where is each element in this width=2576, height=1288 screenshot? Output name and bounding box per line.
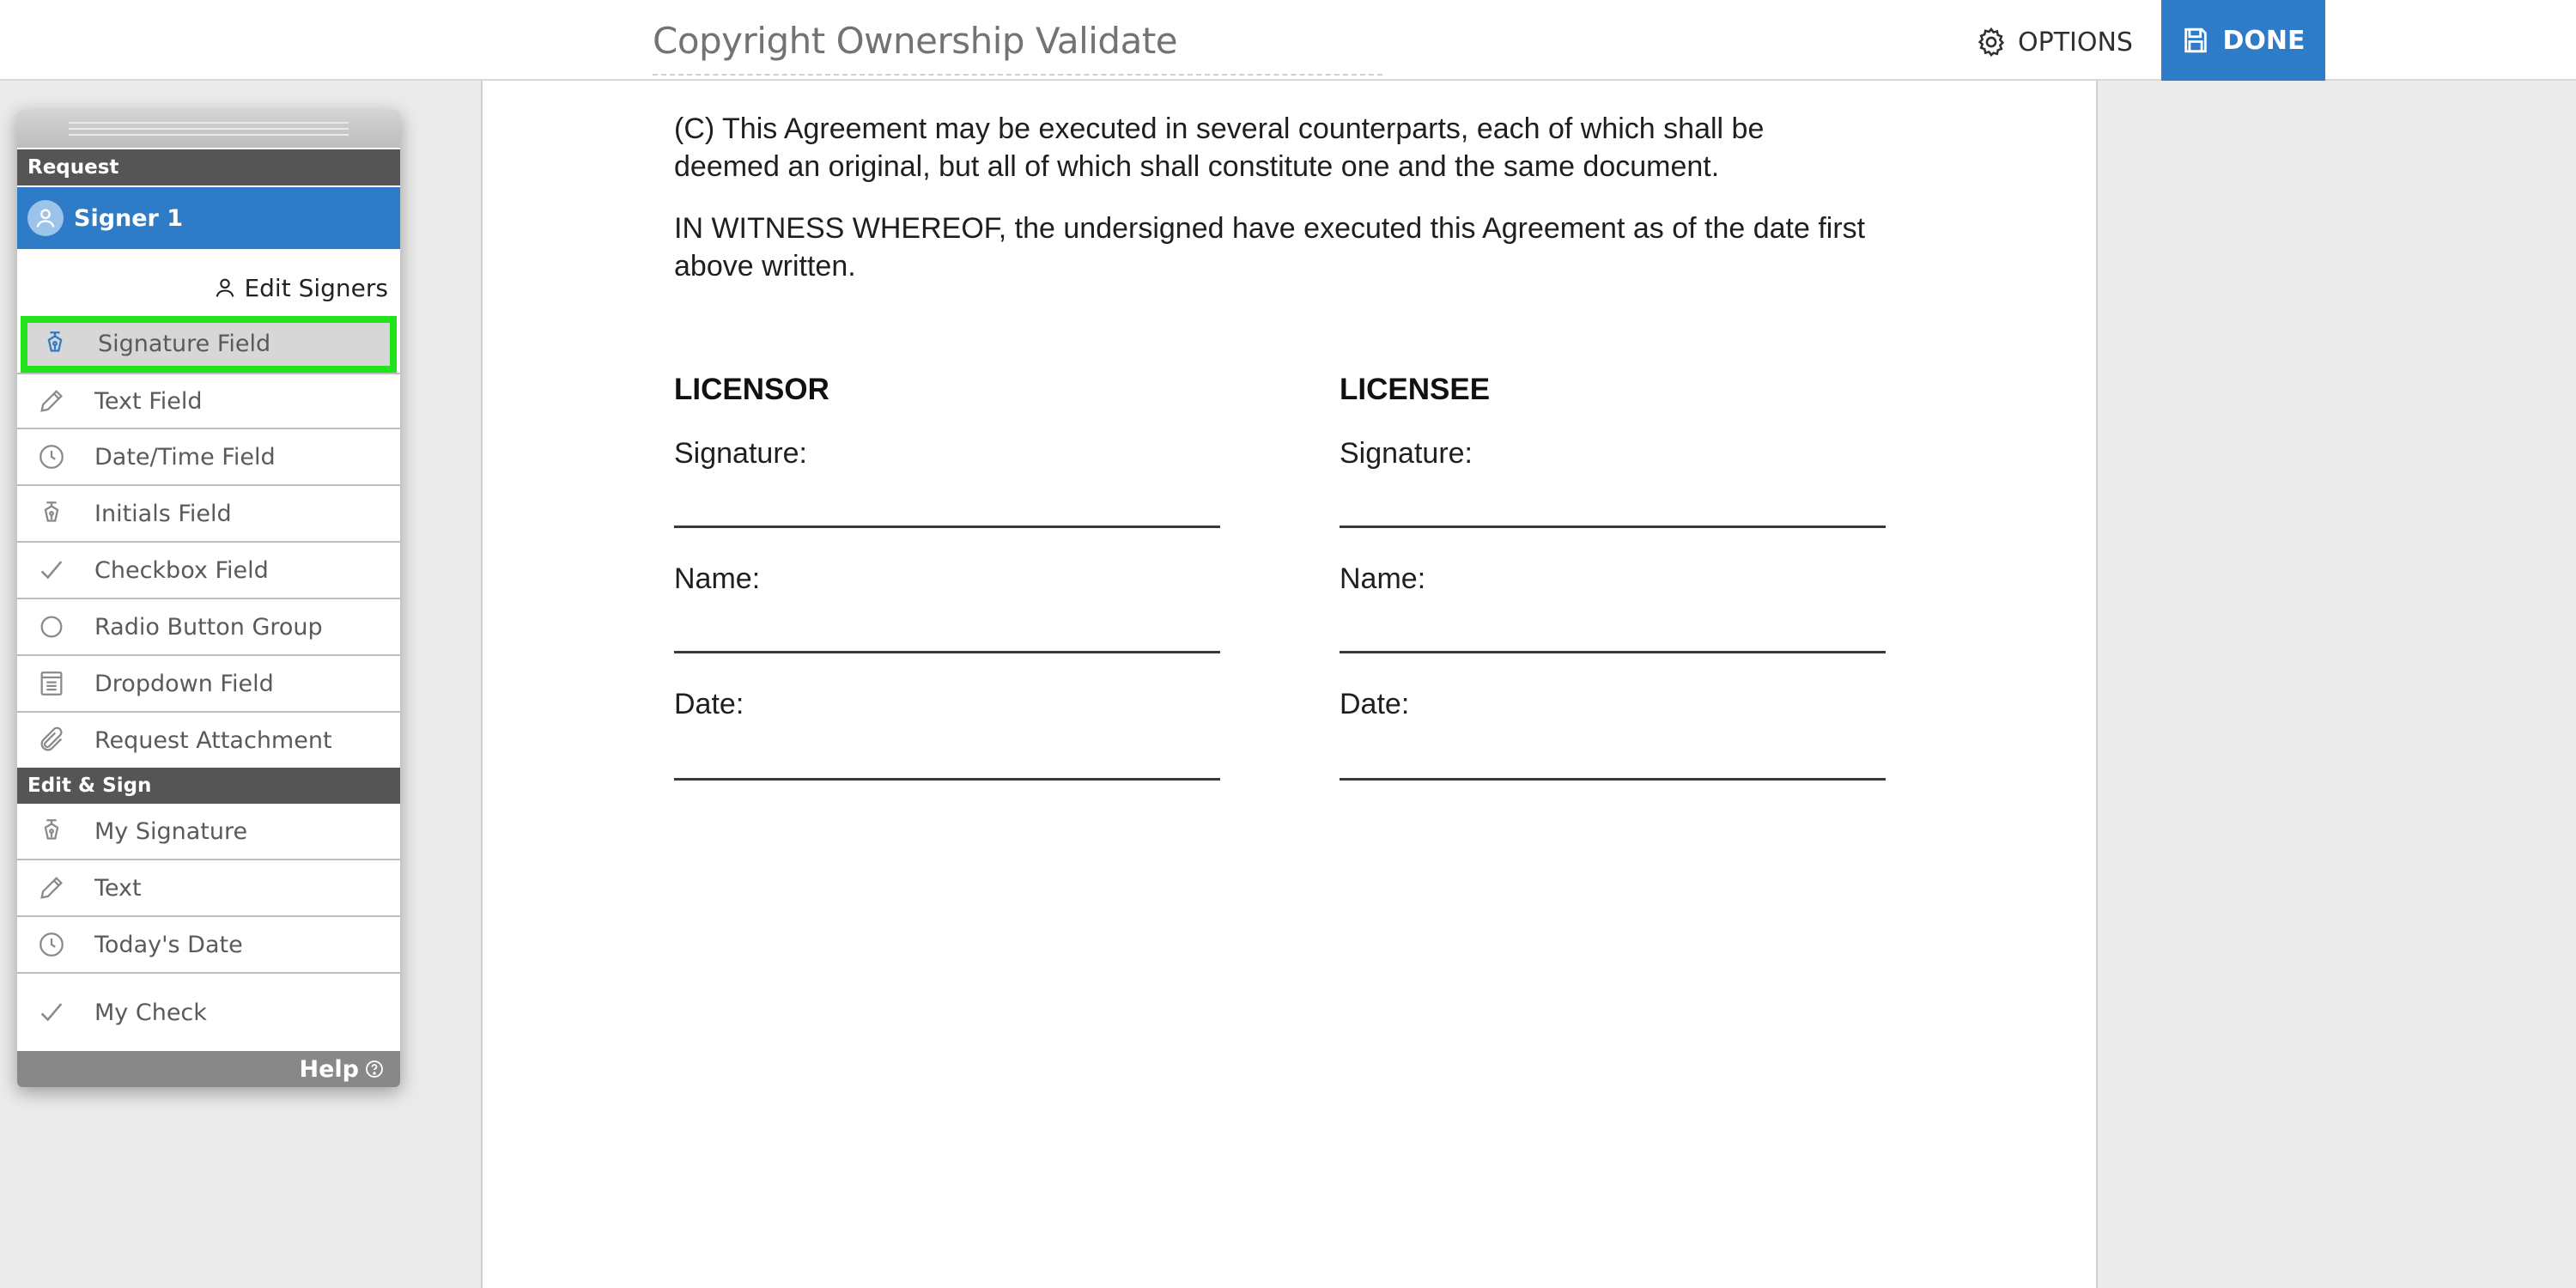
licensee-signature-block	[1340, 371, 1889, 886]
tool-label: Checkbox Field	[94, 556, 269, 584]
tool-label: Dropdown Field	[94, 670, 274, 697]
help-button[interactable]	[17, 1051, 400, 1087]
tool-label: Radio Button Group	[94, 613, 323, 641]
dropdown-list-icon	[36, 668, 67, 699]
tool-my-signature[interactable]	[17, 804, 400, 860]
tool-dropdown-field[interactable]	[17, 656, 400, 713]
help-label: Help	[299, 1055, 359, 1083]
paperclip-icon	[36, 725, 67, 756]
top-bar	[0, 0, 2576, 81]
save-icon	[2181, 26, 2210, 55]
document-page	[481, 81, 2098, 1288]
licensor-signature-line	[674, 526, 1220, 528]
signer-selector[interactable]	[17, 187, 400, 249]
grip-line	[69, 134, 349, 136]
grip-line	[69, 122, 349, 124]
person-icon	[213, 276, 237, 300]
tool-signature-field[interactable]	[21, 316, 397, 373]
tool-todays-date[interactable]	[17, 917, 400, 974]
tool-radio-button-group[interactable]	[17, 599, 400, 656]
tool-datetime-field[interactable]	[17, 429, 400, 486]
clock-icon	[36, 441, 67, 472]
options-label: OPTIONS	[2018, 27, 2133, 58]
tool-label: Today's Date	[94, 931, 243, 958]
tool-label: My Check	[94, 999, 207, 1026]
edit-signers-button[interactable]	[213, 266, 388, 309]
tool-label: Signature Field	[98, 330, 271, 357]
tool-label: My Signature	[94, 817, 248, 845]
licensee-name-label: Name:	[1340, 562, 1426, 595]
tool-text-field[interactable]	[17, 373, 400, 429]
tool-checkbox-field[interactable]	[17, 543, 400, 599]
tool-label: Text Field	[94, 387, 203, 415]
licensor-name-line	[674, 651, 1220, 653]
done-button[interactable]	[2161, 0, 2325, 81]
licensee-heading: LICENSEE	[1340, 373, 1491, 406]
licensee-signature-label: Signature:	[1340, 437, 1473, 470]
tool-request-attachment[interactable]	[17, 713, 400, 769]
clock-icon	[36, 929, 67, 960]
licensor-date-line	[674, 778, 1220, 781]
pencil-icon	[36, 386, 67, 416]
tool-label: Initials Field	[94, 500, 232, 527]
licensee-date-label: Date:	[1340, 688, 1410, 720]
tool-my-check[interactable]	[17, 974, 400, 1051]
gear-icon	[1975, 26, 2008, 58]
edit-signers-label: Edit Signers	[244, 273, 388, 302]
options-button[interactable]	[1975, 19, 2147, 65]
document-title[interactable]: Copyright Ownership Validate	[653, 15, 1382, 76]
user-avatar-icon	[27, 200, 64, 236]
request-section-header: Request	[17, 149, 400, 185]
grip-line	[69, 128, 349, 130]
tool-label: Date/Time Field	[94, 443, 276, 471]
licensee-signature-line	[1340, 526, 1886, 528]
licensor-signature-label: Signature:	[674, 437, 807, 470]
licensee-name-line	[1340, 651, 1886, 653]
pen-nib-icon	[39, 328, 70, 359]
pencil-icon	[36, 872, 67, 903]
help-circle-icon	[364, 1059, 385, 1079]
pen-nib-icon	[36, 498, 67, 529]
panel-drag-handle[interactable]	[17, 110, 400, 148]
paragraph-witness: IN WITNESS WHEREOF, the undersigned have executed this Agreement as of the date first above written.	[674, 212, 1866, 283]
paragraph-counterparts: (C) This Agreement may be executed in several counterparts, each of which shall be deemed an original, but all of which shall constitute one and the same document.	[674, 112, 1765, 183]
licensee-date-line	[1340, 778, 1886, 781]
done-label: DONE	[2222, 25, 2306, 56]
tool-text[interactable]	[17, 860, 400, 917]
signer-label: Signer 1	[74, 204, 184, 232]
pen-nib-icon	[36, 816, 67, 847]
licensor-date-label: Date:	[674, 688, 744, 720]
checkmark-icon	[36, 555, 67, 586]
field-tools-panel	[17, 110, 400, 1087]
licensor-heading: LICENSOR	[674, 373, 829, 406]
tool-label: Request Attachment	[94, 726, 332, 754]
edit-sign-section-header: Edit & Sign	[17, 768, 400, 804]
tool-initials-field[interactable]	[17, 486, 400, 543]
tool-label: Text	[94, 874, 142, 902]
licensor-name-label: Name:	[674, 562, 761, 595]
licensor-signature-block	[674, 371, 1224, 886]
checkmark-icon	[36, 997, 67, 1028]
radio-circle-icon	[36, 611, 67, 642]
